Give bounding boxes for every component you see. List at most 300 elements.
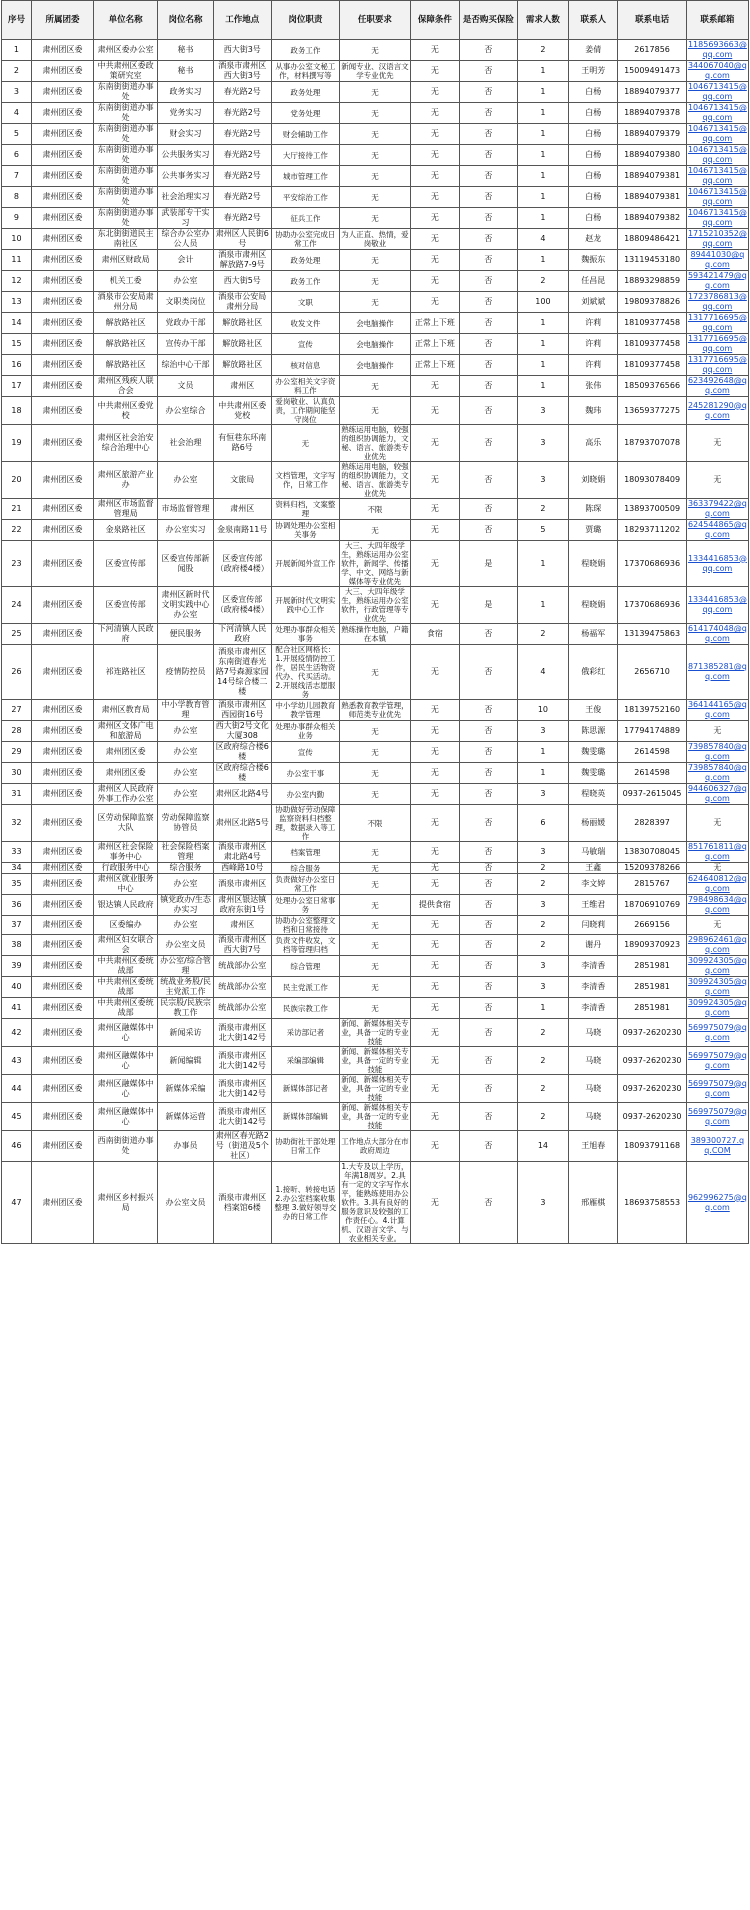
- cell-place: 区委宣传部（政府楼4楼）: [213, 587, 271, 624]
- cell-unit: 行政服务中心: [94, 863, 158, 874]
- cell-count: 2: [517, 1047, 568, 1075]
- cell-insurance: 否: [459, 292, 517, 313]
- cell-count: 6: [517, 805, 568, 842]
- cell-place: 肃州区北路4号: [213, 784, 271, 805]
- cell-count: 1: [517, 145, 568, 166]
- cell-post: 办公室文员: [158, 935, 214, 956]
- cell-phone: 15209378266: [618, 863, 686, 874]
- cell-contact: 王鑫: [569, 863, 618, 874]
- cell-post: 办公室实习: [158, 520, 214, 541]
- table-row: [2, 1075, 749, 1103]
- cell-phone: 18894079380: [618, 145, 686, 166]
- cell-email[interactable]: 569975079@qq.com: [686, 1019, 748, 1047]
- cell-insurance: 否: [459, 842, 517, 863]
- cell-post: 武装部专干实习: [158, 208, 214, 229]
- cell-no: 45: [2, 1103, 32, 1131]
- cell-no: 29: [2, 742, 32, 763]
- cell-post: 办公室: [158, 462, 214, 499]
- cell-email[interactable]: 1317716695@qq.com: [687, 313, 747, 332]
- cell-requirement: 无: [340, 977, 411, 998]
- cell-email[interactable]: 593421479@qq.com: [687, 271, 747, 290]
- cell-duty: 民族宗教工作: [271, 998, 339, 1019]
- cell-post: 办公室综合: [158, 397, 214, 425]
- cell-duty: 新媒体部编辑: [271, 1103, 339, 1131]
- cell-place: 酒泉市肃州区西大街7号: [213, 935, 271, 956]
- cell-count: 4: [517, 229, 568, 250]
- cell-email[interactable]: 389300727.qq.COM: [686, 1131, 748, 1162]
- cell-phone: 2617856: [618, 40, 686, 61]
- cell-duty: 新媒体部记者: [271, 1075, 339, 1103]
- cell-org: 肃州团区委: [31, 998, 93, 1019]
- cell-duty: 民主党派工作: [271, 977, 339, 998]
- cell-support: 无: [410, 916, 459, 935]
- header-contact: 联系人: [569, 1, 618, 40]
- cell-place: 酒泉市肃州区肃北路4号: [213, 842, 271, 863]
- cell-org: 肃州团区委: [31, 82, 93, 103]
- cell-support: 无: [410, 998, 459, 1019]
- cell-org: 肃州团区委: [31, 355, 93, 376]
- cell-post: 文员: [158, 376, 214, 397]
- cell-unit: 肃州区融媒体中心: [94, 1019, 158, 1047]
- cell-requirement: 无: [340, 376, 411, 397]
- cell-contact: 赵龙: [569, 229, 618, 250]
- cell-count: 3: [517, 956, 568, 977]
- cell-post: 区委宣传部新闻股: [158, 541, 214, 587]
- cell-support: 食宿: [410, 624, 459, 645]
- cell-org: 肃州团区委: [31, 541, 93, 587]
- cell-duty: 政务处理: [271, 82, 339, 103]
- cell-org: 肃州团区委: [31, 956, 93, 977]
- cell-unit: 中共肃州区委政策研究室: [94, 61, 158, 82]
- cell-org: 肃州团区委: [31, 742, 93, 763]
- cell-no: 42: [2, 1019, 32, 1047]
- table-row: [2, 82, 749, 103]
- cell-requirement: 熟悉教育教学管理，师范类专业优先: [341, 701, 409, 719]
- cell-no: 35: [2, 874, 32, 895]
- cell-contact: 高乐: [569, 425, 618, 462]
- cell-email[interactable]: 569975079@qq.com: [686, 1075, 748, 1103]
- cell-insurance: 否: [459, 742, 517, 763]
- cell-unit: 中共肃州区委统战部: [94, 977, 158, 998]
- cell-email: 无: [686, 805, 748, 842]
- cell-duty: 负责做好办公室日常工作: [271, 874, 339, 895]
- cell-place: 肃州区: [213, 916, 271, 935]
- cell-email[interactable]: 1046713415@qq.com: [687, 208, 747, 227]
- cell-insurance: 否: [459, 805, 517, 842]
- cell-org: 肃州团区委: [31, 624, 93, 645]
- cell-duty: 平安综治工作: [271, 187, 339, 208]
- cell-requirement: 大三、大四年级学生，熟练运用办公室软件，行政管理等专业优先: [341, 587, 409, 623]
- cell-place: 酒泉市肃州区: [213, 874, 271, 895]
- cell-phone: 18109377458: [618, 313, 686, 334]
- cell-duty: 综合管理: [271, 956, 339, 977]
- cell-duty: 采访部记者: [271, 1019, 339, 1047]
- cell-unit: 酒泉市公安局肃州分局: [94, 292, 158, 313]
- cell-no: 2: [2, 61, 32, 82]
- table-row: [2, 313, 749, 334]
- cell-requirement: 新闻、新媒体相关专业，具备一定的专业技能: [341, 1103, 409, 1130]
- cell-email[interactable]: 1334416853@qq.com: [686, 587, 748, 624]
- cell-email[interactable]: 1046713415@qq.com: [687, 103, 747, 122]
- cell-duty: 文职: [271, 292, 339, 313]
- cell-org: 肃州团区委: [31, 166, 93, 187]
- cell-unit: 机关工委: [94, 271, 158, 292]
- cell-unit: 肃州区融媒体中心: [94, 1103, 158, 1131]
- cell-requirement: 熟练操作电脑，户籍在本镇: [341, 625, 409, 643]
- cell-place: 区政府综合楼6楼: [213, 742, 271, 763]
- cell-no: 20: [2, 462, 32, 499]
- cell-org: 肃州团区委: [31, 977, 93, 998]
- cell-support: 提供食宿: [410, 895, 459, 916]
- cell-contact: 杨丽媛: [569, 805, 618, 842]
- cell-email[interactable]: 309924305@qq.com: [687, 977, 747, 996]
- cell-support: 无: [410, 874, 459, 895]
- cell-place: 酒泉市肃州区北大街142号: [213, 1047, 271, 1075]
- cell-org: 肃州团区委: [31, 397, 93, 425]
- cell-support: 无: [410, 956, 459, 977]
- cell-insurance: 否: [459, 1075, 517, 1103]
- table-row: [2, 292, 749, 313]
- cell-place: 酒泉市肃州区解放路7-9号: [213, 250, 271, 271]
- cell-email[interactable]: 309924305@qq.com: [687, 956, 747, 975]
- cell-post: 秘书: [158, 40, 214, 61]
- cell-email[interactable]: 1046713415@qq.com: [687, 124, 747, 143]
- cell-support: 无: [410, 292, 459, 313]
- cell-place: 春光路2号: [213, 145, 271, 166]
- cell-email[interactable]: 1715210352@qq.com: [687, 229, 747, 248]
- table-row: [2, 624, 749, 645]
- cell-place: 酒泉市肃州区北大街142号: [213, 1019, 271, 1047]
- table-row: [2, 499, 749, 520]
- table-row: [2, 645, 749, 700]
- cell-org: 肃州团区委: [31, 187, 93, 208]
- cell-email[interactable]: 1723786813@qq.com: [687, 292, 747, 311]
- cell-place: 西大街5号: [213, 271, 271, 292]
- cell-support: 无: [410, 784, 459, 805]
- cell-org: 肃州团区委: [31, 721, 93, 742]
- cell-email[interactable]: 309924305@qq.com: [687, 998, 747, 1017]
- cell-phone: 0937-2620230: [618, 1075, 686, 1103]
- table-row: [2, 271, 749, 292]
- cell-unit: 肃州区财政局: [94, 250, 158, 271]
- cell-place: 区政府综合楼6楼: [213, 763, 271, 784]
- cell-requirement: 会电脑操作: [340, 355, 411, 376]
- cell-requirement: 为人正直、热情，爱岗敬业: [341, 230, 409, 248]
- cell-duty: 政务工作: [271, 40, 339, 61]
- cell-no: 12: [2, 271, 32, 292]
- cell-support: 无: [410, 520, 459, 541]
- cell-requirement: 无: [340, 124, 411, 145]
- cell-duty: 大厅接待工作: [271, 145, 339, 166]
- cell-count: 3: [517, 895, 568, 916]
- cell-org: 肃州团区委: [31, 805, 93, 842]
- cell-post: 财会实习: [158, 124, 214, 145]
- cell-email[interactable]: 624640812@qq.com: [687, 874, 747, 893]
- cell-org: 肃州团区委: [31, 700, 93, 721]
- cell-count: 1: [517, 541, 568, 587]
- table-row: [2, 1162, 749, 1244]
- cell-insurance: 否: [459, 462, 517, 499]
- cell-unit: 东北街街道民主南社区: [94, 229, 158, 250]
- cell-org: 肃州团区委: [31, 425, 93, 462]
- cell-org: 肃州团区委: [31, 645, 93, 700]
- cell-contact: 闫晓莉: [569, 916, 618, 935]
- cell-contact: 杨福军: [569, 624, 618, 645]
- cell-post: 办公室文员: [158, 1162, 214, 1244]
- cell-email[interactable]: 1046713415@qq.com: [687, 187, 747, 206]
- table-row: [2, 935, 749, 956]
- cell-email[interactable]: 1046713415@qq.com: [687, 166, 747, 185]
- cell-post: 劳动保障监察协管员: [158, 805, 214, 842]
- cell-email[interactable]: 89441030@qq.com: [686, 250, 748, 271]
- cell-support: 无: [410, 645, 459, 700]
- cell-org: 肃州团区委: [31, 916, 93, 935]
- cell-place: 西大街3号: [213, 40, 271, 61]
- cell-unit: 肃州区妇女联合会: [94, 935, 158, 956]
- cell-support: 无: [410, 271, 459, 292]
- cell-email[interactable]: 614174048@qq.com: [687, 624, 747, 643]
- cell-unit: 肃州区社会保险事务中心: [94, 842, 158, 863]
- cell-phone: 18809486421: [618, 229, 686, 250]
- cell-unit: 区委宣传部: [94, 541, 158, 587]
- cell-requirement: 新闻、新媒体相关专业，具备一定的专业技能: [341, 1047, 409, 1074]
- cell-email[interactable]: 569975079@qq.com: [686, 1047, 748, 1075]
- cell-place: 酒泉市肃州区北大街142号: [213, 1103, 271, 1131]
- cell-unit: 东南街街道办事处: [94, 103, 158, 124]
- cell-email[interactable]: 298962461@qq.com: [687, 935, 747, 954]
- cell-count: 1: [517, 166, 568, 187]
- cell-count: 2: [517, 1075, 568, 1103]
- cell-unit: 区委编办: [94, 916, 158, 935]
- cell-email[interactable]: 623492648@qq.com: [687, 376, 747, 395]
- cell-email[interactable]: 739857840@qq.com: [687, 742, 747, 761]
- cell-insurance: 否: [459, 874, 517, 895]
- cell-count: 2: [517, 1103, 568, 1131]
- cell-phone: 19809378826: [618, 292, 686, 313]
- table-row: [2, 721, 749, 742]
- cell-place: 下河清镇人民政府: [213, 624, 271, 645]
- cell-contact: 贾璐: [569, 520, 618, 541]
- cell-place: 春光路2号: [213, 187, 271, 208]
- cell-place: 肃州区: [213, 376, 271, 397]
- cell-org: 肃州团区委: [31, 935, 93, 956]
- header-org: 所属团委: [31, 1, 93, 40]
- cell-requirement: 无: [340, 998, 411, 1019]
- cell-unit: 下河清镇人民政府: [94, 624, 158, 645]
- header-unit: 单位名称: [94, 1, 158, 40]
- cell-email[interactable]: 871385281@qq.com: [686, 645, 748, 700]
- cell-count: 10: [517, 700, 568, 721]
- cell-contact: 陈琛: [569, 499, 618, 520]
- cell-email[interactable]: 363379422@qq.com: [687, 499, 747, 518]
- cell-count: 4: [517, 645, 568, 700]
- cell-unit: 祁连路社区: [94, 645, 158, 700]
- cell-phone: 17370686936: [618, 541, 686, 587]
- cell-email[interactable]: 1046713415@qq.com: [687, 145, 747, 164]
- cell-email[interactable]: 569975079@qq.com: [686, 1103, 748, 1131]
- cell-phone: 18894079379: [618, 124, 686, 145]
- cell-post: 疫情防控员: [158, 645, 214, 700]
- cell-contact: 姜倩: [569, 40, 618, 61]
- cell-contact: 任昌昆: [569, 271, 618, 292]
- table-row: [2, 124, 749, 145]
- cell-no: 5: [2, 124, 32, 145]
- cell-email[interactable]: 962996275@qq.com: [686, 1162, 748, 1244]
- cell-email[interactable]: 344067040@qq.com: [687, 61, 747, 80]
- cell-org: 肃州团区委: [31, 895, 93, 916]
- cell-phone: 2828397: [618, 805, 686, 842]
- cell-org: 肃州团区委: [31, 1131, 93, 1162]
- cell-requirement: 无: [340, 784, 411, 805]
- cell-phone: 2669156: [618, 916, 686, 935]
- table-row: [2, 1131, 749, 1162]
- cell-count: 100: [517, 292, 568, 313]
- cell-phone: 18109377458: [618, 355, 686, 376]
- cell-place: 解放路社区: [213, 313, 271, 334]
- cell-email[interactable]: 1334416853@qq.com: [686, 541, 748, 587]
- cell-requirement: 熟练运用电脑，较强的组织协调能力，文秘、语言、旅游类专业优先: [341, 425, 409, 461]
- cell-email[interactable]: 1185693663@qq.com: [687, 40, 747, 59]
- cell-contact: 张伟: [569, 376, 618, 397]
- cell-post: 社会保险档案管理: [158, 842, 214, 863]
- cell-org: 肃州团区委: [31, 784, 93, 805]
- cell-requirement: 无: [340, 842, 411, 863]
- cell-insurance: 否: [459, 124, 517, 145]
- cell-requirement: 无: [340, 742, 411, 763]
- cell-org: 肃州团区委: [31, 229, 93, 250]
- cell-post: 办公室: [158, 271, 214, 292]
- cell-count: 3: [517, 977, 568, 998]
- cell-insurance: 否: [459, 208, 517, 229]
- cell-post: 宣传办干部: [158, 334, 214, 355]
- cell-unit: 中共肃州区委统战部: [94, 998, 158, 1019]
- cell-contact: 马敏瑞: [569, 842, 618, 863]
- cell-place: 春光路2号: [213, 208, 271, 229]
- header-requirement: 任职要求: [340, 1, 411, 40]
- cell-phone: 2614598: [618, 763, 686, 784]
- cell-contact: 刘斌斌: [569, 292, 618, 313]
- cell-contact: 马晓: [569, 1103, 618, 1131]
- cell-insurance: 否: [459, 425, 517, 462]
- cell-duty: 协助做好劳动保障监察资料归档整理，数据录入等工作: [271, 805, 339, 842]
- cell-unit: 东南街街道办事处: [94, 208, 158, 229]
- cell-email[interactable]: 1317716695@qq.com: [687, 334, 747, 353]
- table-row: [2, 397, 749, 425]
- cell-post: 政务实习: [158, 82, 214, 103]
- cell-duty: 办公室干事: [271, 763, 339, 784]
- cell-email[interactable]: 364144165@qq.com: [687, 700, 747, 719]
- cell-unit: 区劳动保障监察大队: [94, 805, 158, 842]
- cell-org: 肃州团区委: [31, 1075, 93, 1103]
- cell-email[interactable]: 1317716695@qq.com: [687, 355, 747, 374]
- cell-insurance: 否: [459, 40, 517, 61]
- cell-place: 有恒巷东环南路6号: [213, 425, 271, 462]
- cell-phone: 18894079377: [618, 82, 686, 103]
- cell-email[interactable]: 739857840@qq.com: [687, 763, 747, 782]
- table-row: [2, 956, 749, 977]
- cell-org: 肃州团区委: [31, 462, 93, 499]
- cell-email[interactable]: 851761811@qq.com: [687, 842, 747, 861]
- cell-no: 23: [2, 541, 32, 587]
- cell-no: 11: [2, 250, 32, 271]
- cell-email[interactable]: 944606327@qq.com: [687, 784, 747, 803]
- cell-contact: 马晓: [569, 1019, 618, 1047]
- cell-post: 肃州区新时代文明实践中心办公室: [158, 587, 214, 624]
- cell-duty: 1.接听、转接电话 2.办公室档案收集整理 3.做好领导交办的日常工作: [271, 1162, 339, 1244]
- header-post: 岗位名称: [158, 1, 214, 40]
- cell-place: 酒泉市肃州区档案馆6楼: [213, 1162, 271, 1244]
- cell-phone: 18693758553: [618, 1162, 686, 1244]
- cell-support: 无: [410, 587, 459, 624]
- cell-duty: 处理办事群众相关业务: [271, 721, 339, 742]
- cell-email: 无: [686, 863, 748, 874]
- cell-org: 肃州团区委: [31, 1103, 93, 1131]
- cell-no: 39: [2, 956, 32, 977]
- cell-support: 正常上下班: [410, 334, 459, 355]
- cell-place: 肃州区春光路2号（街道及5个社区）: [213, 1131, 271, 1162]
- cell-email[interactable]: 798498634@qq.com: [687, 895, 747, 914]
- cell-duty: 文档管理，文字写作，日常工作: [271, 462, 339, 499]
- cell-org: 肃州团区委: [31, 124, 93, 145]
- cell-requirement: 不限: [340, 499, 411, 520]
- cell-no: 8: [2, 187, 32, 208]
- cell-requirement: 工作地点大部分在市政府周边: [340, 1131, 411, 1162]
- cell-email[interactable]: 624544865@qq.com: [687, 520, 747, 539]
- cell-email[interactable]: 1046713415@qq.com: [687, 82, 747, 101]
- cell-contact: 白杨: [569, 145, 618, 166]
- cell-post: 办公室: [158, 721, 214, 742]
- cell-contact: 白杨: [569, 187, 618, 208]
- cell-insurance: 否: [459, 229, 517, 250]
- cell-contact: 白杨: [569, 166, 618, 187]
- cell-duty: 收发文件: [271, 313, 339, 334]
- cell-support: 无: [410, 145, 459, 166]
- cell-unit: 解放路社区: [94, 313, 158, 334]
- cell-count: 3: [517, 721, 568, 742]
- cell-requirement: 1.大专及以上学历，年满18周岁。2.具有一定的文字写作水平，能熟练使用办公软件。3.具有良好的服务意识及较强的工作责任心。4.计算机、汉语言文学、与农业相关专业。: [341, 1162, 409, 1243]
- cell-requirement: 无: [340, 721, 411, 742]
- cell-place: 春光路2号: [213, 124, 271, 145]
- cell-place: 解放路社区: [213, 355, 271, 376]
- cell-requirement: 无: [340, 863, 411, 874]
- cell-no: 13: [2, 292, 32, 313]
- cell-duty: 无: [271, 425, 339, 462]
- cell-duty: 负责文件收发，文档等管理归档: [271, 935, 339, 956]
- cell-support: 无: [410, 103, 459, 124]
- cell-no: 18: [2, 397, 32, 425]
- cell-email[interactable]: 245281290@qq.com: [686, 397, 748, 425]
- cell-support: 无: [410, 1162, 459, 1244]
- cell-support: 无: [410, 805, 459, 842]
- cell-insurance: 否: [459, 935, 517, 956]
- cell-post: 办公室: [158, 742, 214, 763]
- cell-requirement: 会电脑操作: [340, 313, 411, 334]
- cell-support: 无: [410, 1075, 459, 1103]
- cell-requirement: 无: [340, 763, 411, 784]
- cell-insurance: 否: [459, 1103, 517, 1131]
- cell-phone: 18894079381: [618, 187, 686, 208]
- cell-requirement: 无: [340, 874, 411, 895]
- cell-duty: 处理办事群众相关事务: [271, 624, 339, 645]
- table-row: [2, 587, 749, 624]
- cell-duty: 政务工作: [271, 271, 339, 292]
- cell-support: 无: [410, 61, 459, 82]
- cell-support: 无: [410, 462, 459, 499]
- cell-requirement: 无: [340, 397, 411, 425]
- cell-phone: 18093078409: [618, 462, 686, 499]
- cell-unit: 肃州区文体广电和旅游局: [94, 721, 158, 742]
- cell-insurance: 是: [459, 541, 517, 587]
